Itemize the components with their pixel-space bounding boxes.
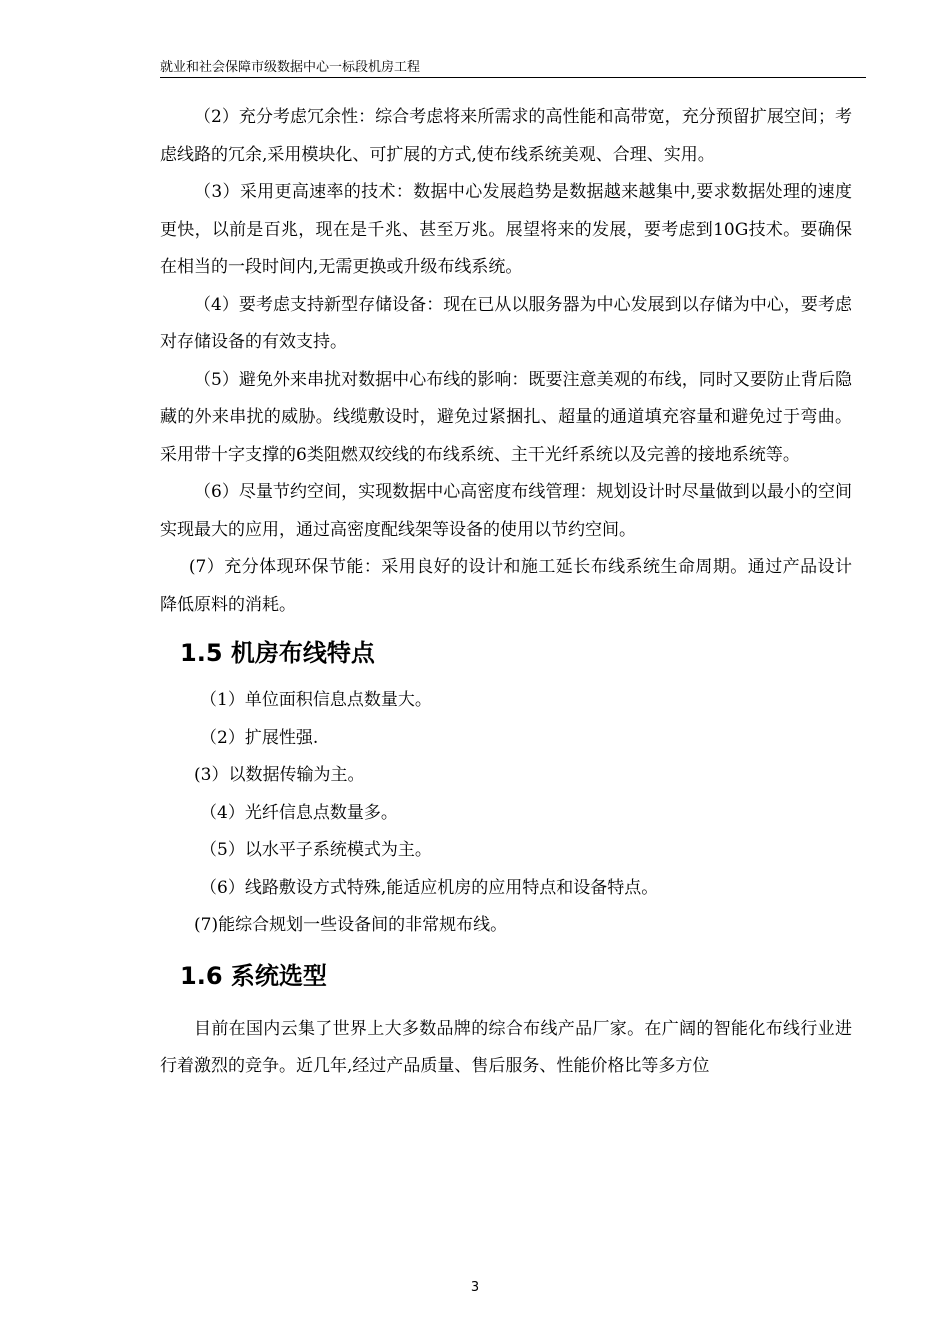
list-item: （2）扩展性强. [200,727,319,748]
paragraph-eco: (7）充分体现环保节能：采用良好的设计和施工延长布线系统生命周期。通过产品设计降低原料的消耗。 [160,557,852,615]
header-title: 就业和社会保障市级数据中心一标段机房工程 [160,60,421,75]
section-heading-1-5: 1.5 机房布线特点 [180,639,375,667]
list-item: （5）以水平子系统模式为主。 [200,840,432,860]
paragraph-storage: （4）要考虑支持新型存储设备：现在已从以服务器为中心发展到以存储为中心，要考虑对存储设备的有效支持。 [160,294,852,352]
list-item: （1）单位面积信息点数量大。 [200,690,432,710]
paragraph-high-speed: （3）采用更高速率的技术：数据中心发展趋势是数据越来越集中,要求数据处理的速度更快，以前是百兆，现在是千兆、甚至万兆。展望将来的发展，要考虑到10G技术。要确保在相当的一段时间内,无需更换或升级布线系统。 [160,182,852,277]
paragraph-space-saving: （6）尽量节约空间，实现数据中心高密度布线管理：规划设计时尽量做到以最小的空间实现最大的应用，通过高密度配线架等设备的使用以节约空间。 [160,482,852,540]
page-content [160,99,852,1086]
list-item: （4）光纤信息点数量多。 [200,802,398,823]
section-heading-1-6: 1.6 系统选型 [180,961,327,990]
paragraph-redundancy: （2）充分考虑冗余性：综合考虑将来所需求的高性能和高带宽，充分预留扩展空间；考虑线路的冗余,采用模块化、可扩展的方式,使布线系统美观、合理、实用。 [160,107,852,165]
document-header [160,60,866,78]
paragraph-system-selection: 目前在国内云集了世界上大多数品牌的综合布线产品厂家。在广阔的智能化布线行业进行着激烈的竞争。近几年,经过产品质量、售后服务、性能价格比等多方位 [160,1018,852,1076]
paragraph-crosstalk: （5）避免外来串扰对数据中心布线的影响：既要注意美观的布线，同时又要防止背后隐藏的外来串扰的威胁。线缆敷设时，避免过紧捆扎、超量的通道填充容量和避免过于弯曲。采用带十字支撑的6类阻燃双绞线的布线系统、主干光纤系统以及完善的接地系统等。 [160,369,852,465]
list-item: (7)能综合规划一些设备间的非常规布线。 [194,915,508,935]
page-number: 3 [470,1280,480,1295]
list-item: (3）以数据传输为主。 [194,765,365,785]
list-item: （6）线路敷设方式特殊,能适应机房的应用特点和设备特点。 [200,877,659,898]
